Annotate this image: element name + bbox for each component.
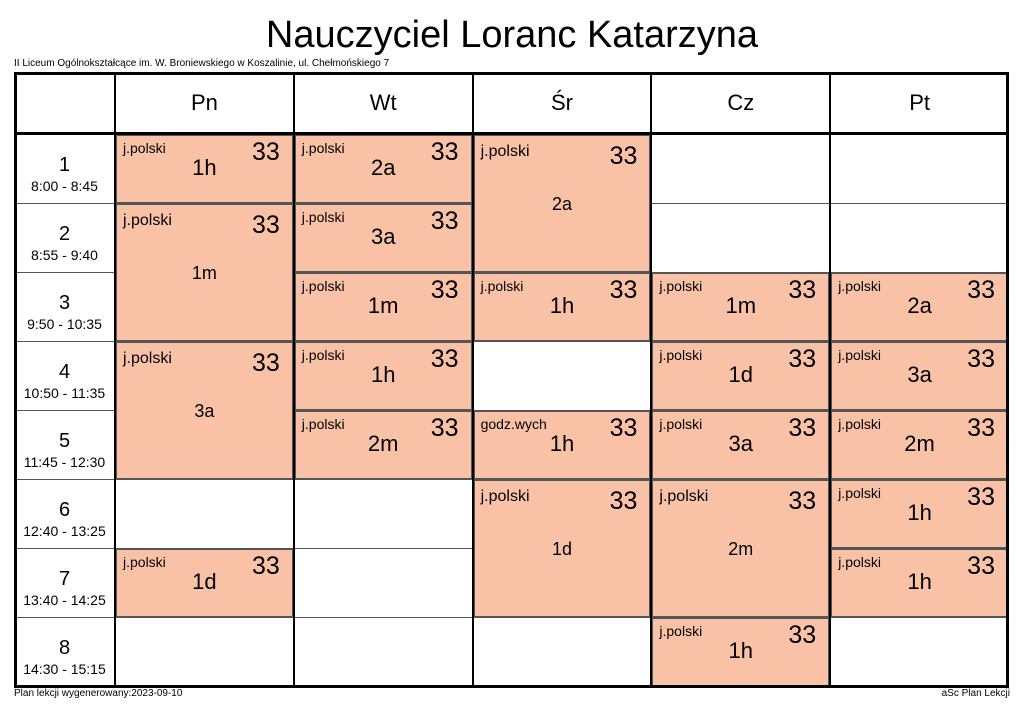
lesson-room: 33	[788, 276, 817, 304]
lesson-room: 33	[788, 414, 817, 442]
lesson-cell[interactable]	[652, 273, 829, 341]
lesson-room: 33	[430, 207, 459, 235]
period-label	[14, 548, 115, 617]
lesson-cell[interactable]	[474, 411, 651, 479]
page-title: Nauczyciel Loranc Katarzyna	[265, 14, 759, 56]
app-credit: aSc Plan Lekcji	[941, 688, 1010, 699]
column-divider	[293, 72, 295, 688]
lesson-subject: j.polski	[838, 416, 881, 432]
lesson-room: 33	[609, 142, 638, 170]
period-number: 2	[58, 223, 71, 245]
lesson-class: 1m	[725, 293, 757, 318]
lesson-class: 2a	[370, 155, 396, 180]
lesson-room: 33	[967, 276, 995, 304]
period-time: 14:30 - 15:15	[23, 661, 106, 677]
period-time: 11:45 - 12:30	[23, 454, 106, 470]
period-label	[14, 479, 115, 548]
lesson-cell[interactable]	[831, 480, 1008, 548]
lesson-class: 3a	[194, 401, 215, 421]
lesson-room: 33	[967, 552, 995, 580]
lesson-cell[interactable]	[474, 273, 651, 341]
lesson-room: 33	[430, 414, 459, 442]
lesson-subject: j.polski	[301, 140, 345, 156]
lesson-class: 1h	[370, 362, 396, 387]
header-separator	[14, 132, 1009, 135]
lesson-subject: j.polski	[838, 278, 881, 294]
lesson-cell[interactable]	[652, 618, 829, 686]
lesson-class: 1h	[728, 638, 754, 663]
period-number: 8	[58, 637, 71, 659]
lesson-room: 33	[788, 487, 817, 515]
lesson-subject: j.polski	[480, 143, 530, 160]
lesson-room: 33	[788, 621, 817, 649]
column-divider	[650, 72, 652, 688]
lesson-class: 2m	[904, 431, 935, 456]
lesson-cell[interactable]	[295, 273, 472, 341]
lesson-cell[interactable]	[116, 549, 293, 617]
lesson-cell[interactable]	[116, 135, 293, 203]
lesson-room: 33	[251, 552, 280, 580]
lesson-class: 1d	[728, 362, 754, 387]
period-number: 5	[58, 430, 71, 452]
lesson-cell[interactable]	[831, 342, 1008, 410]
lesson-cell[interactable]	[295, 204, 472, 272]
lesson-class: 1h	[907, 500, 932, 525]
lesson-class: 1d	[192, 569, 217, 594]
lesson-subject: j.polski	[659, 347, 703, 363]
lesson-room: 33	[788, 345, 817, 373]
lesson-cell[interactable]	[116, 204, 293, 341]
lesson-subject: j.polski	[480, 488, 530, 505]
lesson-class: 3a	[907, 362, 932, 387]
day-header: Śr	[550, 89, 573, 115]
period-time: 13:40 - 14:25	[23, 592, 106, 608]
lesson-subject: j.polski	[838, 347, 881, 363]
day-header: Wt	[369, 89, 397, 115]
lesson-class: 1h	[549, 431, 575, 456]
column-divider	[472, 72, 474, 688]
generated-date: Plan lekcji wygenerowany:2023-09-10	[14, 688, 183, 699]
lesson-subject: j.polski	[301, 416, 345, 432]
lesson-room: 33	[430, 345, 459, 373]
lesson-cell[interactable]	[831, 549, 1008, 617]
lesson-room: 33	[251, 349, 280, 377]
lesson-subject: j.polski	[123, 554, 166, 570]
lesson-class: 1d	[551, 539, 572, 559]
lesson-cell[interactable]	[831, 273, 1008, 341]
lesson-room: 33	[430, 138, 459, 166]
lesson-room: 33	[251, 138, 280, 166]
lesson-room: 33	[967, 345, 995, 373]
period-number: 7	[58, 568, 71, 590]
lesson-cell[interactable]	[652, 411, 829, 479]
lesson-subject: j.polski	[480, 278, 524, 294]
lesson-subject: j.polski	[123, 212, 172, 229]
period-time: 10:50 - 11:35	[23, 385, 106, 401]
lesson-subject: j.polski	[123, 350, 172, 367]
lesson-class: 2a	[907, 293, 932, 318]
lesson-room: 33	[609, 414, 638, 442]
period-number: 1	[58, 154, 71, 176]
lesson-class: 1m	[191, 263, 217, 283]
period-time: 9:50 - 10:35	[27, 316, 102, 332]
lesson-cell[interactable]	[652, 480, 829, 617]
lesson-class: 1m	[367, 293, 399, 318]
lesson-class: 2a	[551, 194, 572, 214]
lesson-room: 33	[609, 487, 638, 515]
row-divider	[14, 617, 1009, 618]
lesson-subject: j.polski	[838, 485, 881, 501]
lesson-room: 33	[967, 483, 995, 511]
lesson-cell[interactable]	[831, 411, 1008, 479]
lesson-cell[interactable]	[295, 411, 472, 479]
period-time: 12:40 - 13:25	[23, 523, 106, 539]
lesson-cell[interactable]	[116, 342, 293, 479]
period-label	[14, 203, 115, 272]
lesson-cell[interactable]	[295, 342, 472, 410]
lesson-subject: j.polski	[659, 416, 703, 432]
lesson-class: 3a	[728, 431, 754, 456]
lesson-subject: j.polski	[301, 347, 345, 363]
lesson-subject: j.polski	[659, 488, 709, 505]
period-number: 4	[58, 361, 71, 383]
lesson-cell[interactable]	[474, 480, 651, 617]
period-number: 3	[58, 292, 71, 314]
period-label	[14, 272, 115, 341]
lesson-subject: j.polski	[123, 140, 166, 156]
lesson-class: 2m	[367, 431, 399, 456]
lesson-room: 33	[430, 276, 459, 304]
period-label	[14, 410, 115, 479]
lesson-cell[interactable]	[652, 342, 829, 410]
lesson-subject: j.polski	[659, 623, 703, 639]
timetable-grid	[14, 72, 1009, 688]
lesson-room: 33	[251, 211, 280, 239]
lesson-class: 1h	[907, 569, 932, 594]
period-label	[14, 134, 115, 203]
lesson-subject: j.polski	[659, 278, 703, 294]
lesson-class: 1h	[192, 155, 217, 180]
lesson-class: 1h	[549, 293, 575, 318]
column-divider	[114, 72, 116, 688]
lesson-subject: j.polski	[301, 209, 345, 225]
period-time: 8:00 - 8:45	[31, 178, 98, 194]
lesson-cell[interactable]	[295, 135, 472, 203]
lesson-room: 33	[609, 276, 638, 304]
period-label	[14, 341, 115, 410]
lesson-cell[interactable]	[474, 135, 651, 272]
lesson-subject: j.polski	[838, 554, 881, 570]
day-header: Cz	[727, 89, 755, 115]
day-header: Pt	[909, 89, 930, 115]
lesson-class: 3a	[370, 224, 396, 249]
lesson-subject: godz.wych	[480, 416, 547, 432]
day-header: Pn	[190, 89, 218, 115]
school-name: II Liceum Ogólnokształcące im. W. Broniewskiego w Koszalinie, ul. Chełmońskiego 7	[14, 58, 390, 69]
period-time: 8:55 - 9:40	[31, 247, 98, 263]
lesson-class: 2m	[728, 539, 754, 559]
column-divider	[829, 72, 831, 688]
period-label	[14, 617, 115, 686]
lesson-room: 33	[967, 414, 995, 442]
lesson-subject: j.polski	[301, 278, 345, 294]
period-number: 6	[58, 499, 71, 521]
